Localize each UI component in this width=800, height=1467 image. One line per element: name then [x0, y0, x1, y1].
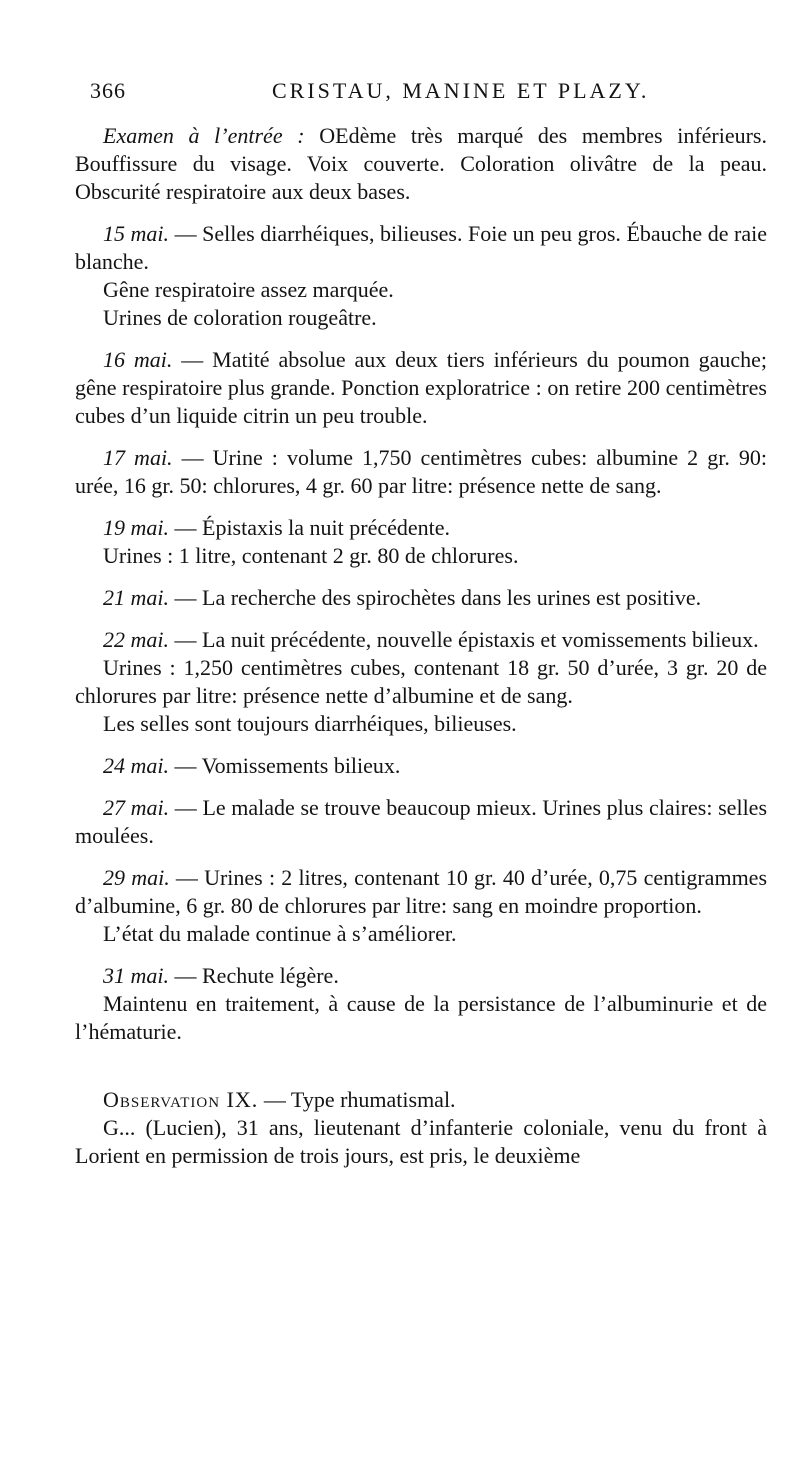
entry-line: L’état du malade continue à s’améliorer. — [103, 921, 457, 946]
entry-line: Les selles sont toujours diarrhéiques, bilieuses. — [103, 711, 517, 736]
entry-31-mai — [75, 962, 767, 990]
page-number: 366 — [90, 78, 126, 103]
entry-29-mai — [75, 864, 767, 920]
running-head: CRISTAU, MANINE ET PLAZY. — [272, 78, 650, 103]
observation-heading — [75, 1086, 767, 1114]
entry-27-mai — [75, 794, 767, 850]
entry-text: — Selles diarrhéiques, bilieuses. Foie un peu gros. Ébauche de raie blanche. — [75, 221, 767, 274]
entry-16-mai — [75, 346, 767, 430]
entry-24-mai — [75, 752, 767, 780]
entry-date: 19 mai. — [103, 515, 169, 540]
entry-text: — Urine : volume 1,750 centimètres cubes: albumine 2 gr. 90: urée, 16 gr. 50: chlorures, 4 gr. 60 par litre: présence nette de sang. — [75, 445, 768, 498]
entry-admission — [75, 122, 767, 206]
entry-text: — Urines : 2 litres, contenant 10 gr. 40 d’urée, 0,75 centigrammes d’albumine, 6 gr. 80 de chlorures par litre: sang en moindre proportion. — [75, 865, 768, 918]
entry-19-mai — [75, 514, 767, 542]
entry-date: 24 mai. — [103, 753, 169, 778]
entry-date: 16 mai. — [103, 347, 173, 372]
entry-text: OEdème très marqué des membres inférieurs. Bouffissure du visage. Voix couverte. Coloration olivâtre de la peau. Obscurité respiratoire aux deux bases. — [75, 123, 767, 204]
entry-date: 17 mai. — [103, 445, 173, 470]
entry-text: — Le malade se trouve beaucoup mieux. Urines plus claires: selles moulées. — [75, 795, 768, 848]
entry-21-mai — [75, 584, 767, 612]
entry-text: — Matité absolue aux deux tiers inférieurs du poumon gauche; gêne respiratoire plus grande. Ponction exploratrice : on retire 200 centimètres cubes d’un liquide citrin un peu trouble. — [75, 347, 768, 428]
entry-15-mai — [75, 220, 767, 276]
entry-text: — Épistaxis la nuit précédente. — [169, 515, 451, 540]
entry-22-mai — [75, 626, 767, 654]
entry-date: 29 mai. — [103, 865, 170, 890]
entry-17-mai — [75, 444, 767, 500]
entry-text: — La recherche des spirochètes dans les urines est positive. — [169, 585, 702, 610]
entry-date: 22 mai. — [103, 627, 169, 652]
entry-line: Urines : 1 litre, contenant 2 gr. 80 de chlorures. — [103, 543, 519, 568]
observation-text: G... (Lucien), 31 ans, lieutenant d’infanterie coloniale, venu du front à Lorient en permission de trois jours, est pris, le deuxième — [75, 1115, 767, 1168]
entry-line: Maintenu en traitement, à cause de la persistance de l’albuminurie et de l’hématurie. — [75, 991, 767, 1044]
entry-text: — Rechute légère. — [169, 963, 339, 988]
entry-label: Examen à l’entrée : — [103, 123, 305, 148]
entry-date: 15 mai. — [103, 221, 170, 246]
entry-line: Urines : 1,250 centimètres cubes, contenant 18 gr. 50 d’urée, 3 gr. 20 de chlorures par litre: présence nette d’albumine et de sang. — [75, 655, 767, 708]
page-header — [90, 78, 760, 112]
observation-label: Observation IX. — [103, 1087, 259, 1112]
entry-date: 27 mai. — [103, 795, 170, 820]
entry-line: Urines de coloration rougeâtre. — [103, 305, 377, 330]
entry-text: — Vomissements bilieux. — [169, 753, 401, 778]
page-body — [75, 122, 767, 1170]
entry-date: 21 mai. — [103, 585, 169, 610]
observation-type: — Type rhumatismal. — [258, 1087, 456, 1112]
entry-text: — La nuit précédente, nouvelle épistaxis et vomissements bilieux. — [169, 627, 759, 652]
entry-date: 31 mai. — [103, 963, 169, 988]
entry-line: Gêne respiratoire assez marquée. — [103, 277, 394, 302]
